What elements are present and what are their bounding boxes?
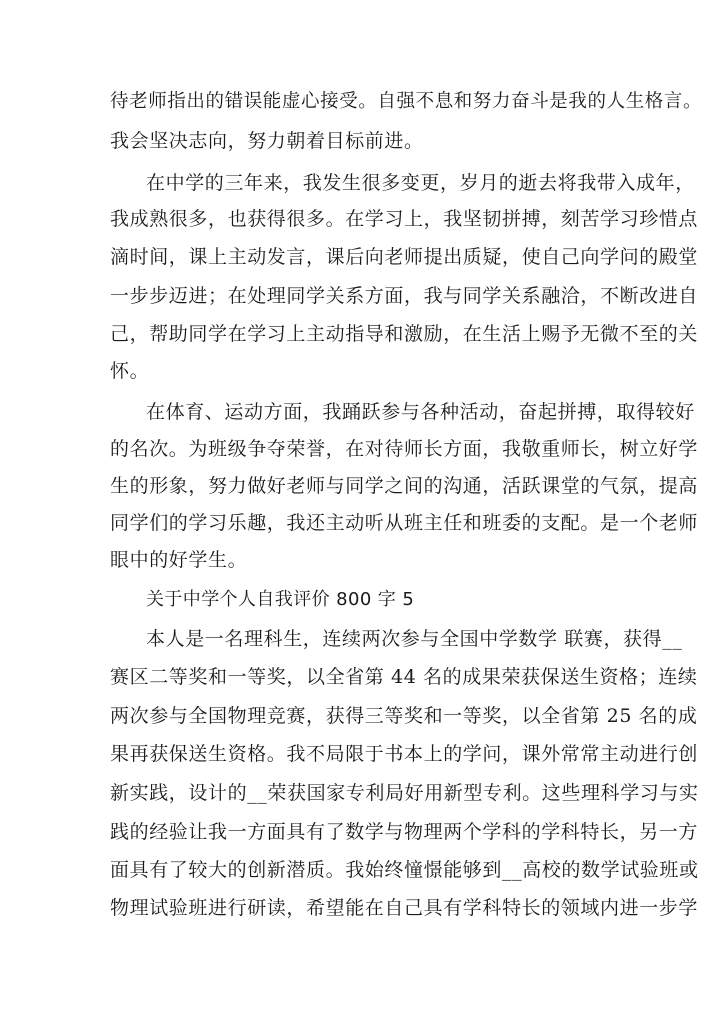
text-line: 面具有了较大的创新潜质。我始终憧憬能够到__高校的数学试验班或 (110, 859, 699, 881)
text-line: 待老师指出的错误能虚心接受。自强不息和努力奋斗是我的人生格言。 (110, 91, 703, 112)
paragraph-first-line: 在中学的三年来，我发生很多变更，岁月的逝去将我带入成年， (146, 172, 695, 194)
paragraph-first-line: 在体育、运动方面，我踊跃参与各种活动，奋起拼搏，取得较好 (146, 401, 695, 423)
section-heading: 关于中学个人自我评价 800 字 5 (146, 589, 415, 610)
text-line: 我成熟很多，也获得很多。在学习上，我坚韧拼搏，刻苦学习珍惜点 (110, 208, 699, 230)
text-line: 同学们的学习乐趣，我还主动听从班主任和班委的支配。是一个老师 (110, 512, 699, 534)
text-line: 我会坚决志向，努力朝着目标前进。 (110, 130, 424, 152)
text-line: 一步步迈进；在处理同学关系方面，我与同学关系融洽，不断改进自 (110, 285, 699, 307)
paragraph-first-line: 本人是一名理科生，连续两次参与全国中学数学 联赛，获得__ (146, 628, 683, 650)
text-line: 两次参与全国物理竞赛，获得三等奖和一等奖，以全省第 25 名的成 (110, 705, 698, 727)
text-line: 怀。 (110, 360, 150, 382)
text-line: 生的形象，努力做好老师与同学之间的沟通，活跃课堂的气氛，提高 (110, 475, 699, 497)
text-line: 践的经验让我一方面具有了数学与物理两个学科的学科特长，另一方 (110, 821, 699, 843)
text-line: 赛区二等奖和一等奖，以全省第 44 名的成果荣获保送生资格；连续 (110, 666, 698, 688)
text-line: 眼中的好学生。 (110, 549, 248, 571)
text-line: 物理试验班进行研读，希望能在自己具有学科特长的领域内进一步学 (110, 897, 699, 919)
text-line: 果再获保送生资格。我不局限于书本上的学问，课外常常主动进行创 (110, 743, 699, 765)
text-line: 新实践，设计的__荣获国家专利局好用新型专利。这些理科学习与实 (110, 782, 699, 804)
text-line: 滴时间，课上主动发言，课后向老师提出质疑，使自己向学问的殿堂 (110, 246, 699, 268)
text-line: 的名次。为班级争夺荣誉，在对待师长方面，我敬重师长，树立好学 (110, 438, 699, 460)
text-line: 己，帮助同学在学习上主动指导和激励，在生活上赐予无微不至的关 (110, 323, 699, 345)
